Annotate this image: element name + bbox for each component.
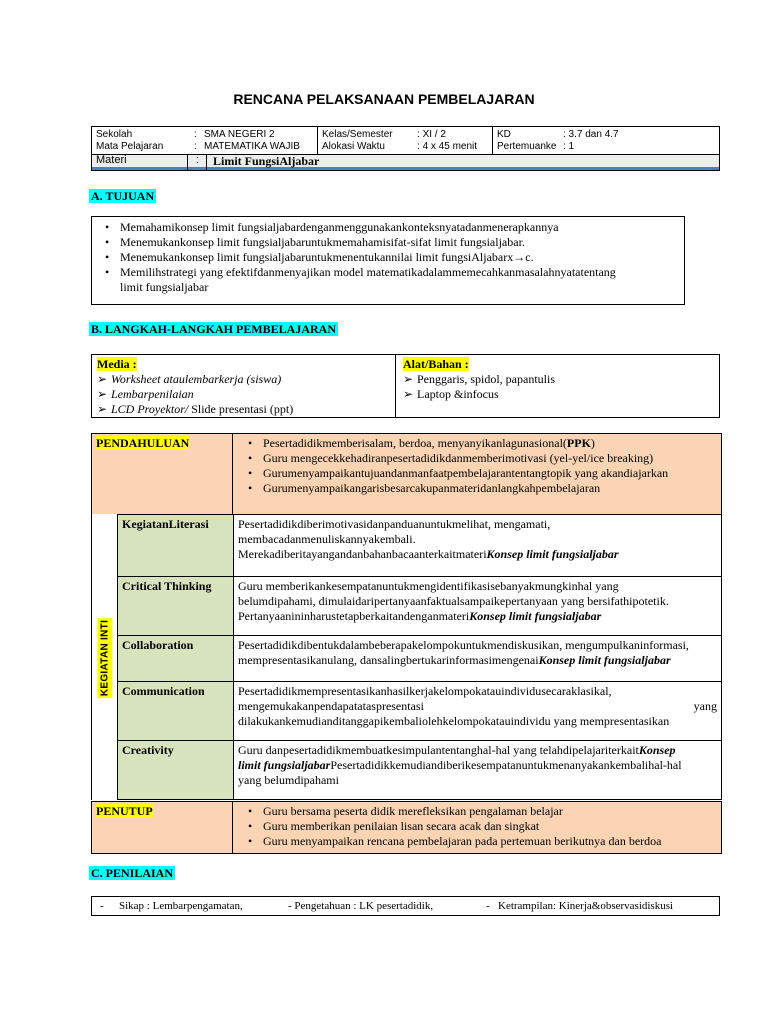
dash: - <box>100 900 104 912</box>
kelas-value: XI / 2 <box>422 129 446 140</box>
list-item: • Gurumenyampaikantujuandanmanfaatpembelajarantentangtopik yang akandiajarkan <box>248 466 669 480</box>
materi-colon: : <box>196 154 200 166</box>
list-item: ➢ Laptop &infocus <box>403 387 499 401</box>
inti-row-label: Critical Thinking <box>118 577 234 636</box>
list-item: • Menemukankonsep limit fungsialjabaruntukmenentukannilai limit fungsiAljabarx→c. <box>105 250 534 264</box>
list-item: • Pesertadidikmemberisalam, berdoa, menyanyikanlagunasional(PPK) <box>248 436 595 450</box>
alat-cell <box>397 355 719 417</box>
list-item: ➢ Worksheet ataulembarkerja (siswa) <box>97 372 282 386</box>
penutup-label-cell <box>92 802 233 854</box>
kelas-label: Kelas/Semester <box>322 129 393 140</box>
dash: - <box>486 900 490 912</box>
list-item: • Guru menyampaikan rencana pembelajaran pada pertemuan berikutnya dan berdoa <box>248 834 662 848</box>
tujuan-list <box>92 220 684 295</box>
alokasi-value: 4 x 45 menit <box>422 141 478 152</box>
sekolah-value: SMA NEGERI 2 <box>204 129 275 140</box>
document-title: RENCANA PELAKSANAAN PEMBELAJARAN <box>233 91 535 107</box>
pendahuluan-label-cell <box>92 434 233 515</box>
kegiatan-inti-table <box>91 514 722 800</box>
media-cell <box>92 355 396 417</box>
inti-row-content: Guru danpesertadidikmembuatkesimpulantentanghal-hal yang telahdipelajariterkaitKonsep limit fungsialjabarPesertadidikkemudiandiberikesempatanuntukmenanyakankembalihal-hal yang belumdipahami <box>234 741 722 800</box>
kd-label-column <box>493 127 563 155</box>
kelas-label-column <box>318 127 418 155</box>
tujuan-box <box>91 216 685 305</box>
penilaian-pengetahuan: - Pengetahuan : LK pesertadidik, <box>288 900 434 912</box>
list-item: • Memilihstrategi yang efektifdanmenyajikan model matematikadalammemecahkanmasalahnyatatentang limit fungsialjabar <box>105 265 616 294</box>
penilaian-sikap: Sikap : Lembarpengamatan, <box>119 900 243 912</box>
header-info-box <box>91 126 720 171</box>
langkah-heading: B. LANGKAH-LANGKAH PEMBELAJARAN <box>91 322 337 336</box>
inti-row-label: KegiatanLiterasi <box>118 515 234 577</box>
list-item: • Guru bersama peserta didik merefleksikan pengalaman belajar <box>248 804 563 818</box>
inti-row-content: Pesertadidikdiberimotivasidanpanduanuntukmelihat, mengamati, membacadanmenuliskannyakembali. MerekadiberitayangandanbahanbacaanterkaitmateriKonsep limit fungsialjabar <box>234 515 722 577</box>
colon: : <box>194 129 197 140</box>
pendahuluan-label: PENDAHULUAN <box>96 436 190 450</box>
penutup-table <box>91 801 722 854</box>
list-item: ➢ LCD Proyektor/ Slide presentasi (ppt) <box>97 402 294 416</box>
mapel-value: MATEMATIKA WAJIB <box>204 141 300 152</box>
kegiatan-inti-vertical-label: KEGIATAN INTI <box>92 514 117 801</box>
kelas-value-column <box>413 127 493 155</box>
list-item: • Gurumenyampaikangarisbesarcakupanmateridanlangkahpembelajaran <box>248 481 601 495</box>
pertemuan-value: : 1 <box>563 141 575 152</box>
penutup-label: PENUTUP <box>96 804 153 818</box>
pendahuluan-content-cell <box>233 434 722 515</box>
mapel-label: Mata Pelajaran <box>96 141 164 152</box>
inti-row-content: Pesertadidikdibentukdalambeberapakelompokuntukmendiskusikan, mengumpulkaninformasi, mempresentasikanulang, dansalingbertukarinformasimengenaiKonsep limit fungsialjabar <box>234 636 722 682</box>
list-item: • Guru mengecekkehadiranpesertadidikdanmemberimotivasi (yel-yel/ice breaking) <box>248 451 654 465</box>
alat-label: Alat/Bahan : <box>403 357 469 371</box>
list-item: • Guru memberikan penilaian lisan secara acak dan singkat <box>248 819 540 833</box>
inti-row-label: Collaboration <box>118 636 234 682</box>
sekolah-label: Sekolah <box>96 129 133 140</box>
colon: : <box>194 141 197 152</box>
penutup-content-cell <box>233 802 722 854</box>
inti-row-label: Communication <box>118 682 234 741</box>
alat-list <box>403 372 713 402</box>
pendahuluan-table <box>91 433 722 515</box>
pertemuan-label: Pertemuanke <box>497 141 557 152</box>
inti-row-content: Guru memberikankesempatanuntukmengidentifikasisebanyakmungkinhal yang belumdipahami, dimulaidaripertanyaanfaktualsampaikepertanyaan yang bersifathipotetik. PertanyaanininharustetapberkaitandenganmateriKonsep limit fungsialjabar <box>234 577 722 636</box>
label-column <box>92 127 188 155</box>
colon: : <box>417 141 420 152</box>
penilaian-ketrampilan: Ketrampilan: Kinerja&observasidiskusi <box>498 900 674 912</box>
kd-label: KD <box>497 129 511 140</box>
media-label: Media : <box>97 357 137 371</box>
list-item: • Menemukankonsep limit fungsialjabaruntukmemahamisifat-sifat limit fungsialjabar. <box>105 235 525 249</box>
media-list <box>97 372 390 417</box>
materi-label: Materi <box>96 154 127 166</box>
penutup-list <box>235 804 719 849</box>
materi-value: Limit FungsiAljabar <box>213 154 320 168</box>
inti-row-content: Pesertadidikmempresentasikanhasilkerjakelompokatauindividusecaraklasikal, mengemukakanpendapatataspresentasi yang dilakukankemudianditanggapikembaliolehkelompokatauindividu yang mempresentasikan <box>234 682 722 741</box>
list-item: ➢ Lembarpenilaian <box>97 387 194 401</box>
kd-value: : 3.7 dan 4.7 <box>563 129 619 140</box>
penilaian-box <box>91 896 720 916</box>
inti-row-label: Creativity <box>118 741 234 800</box>
value-column <box>200 127 320 155</box>
kd-value-column <box>559 127 679 155</box>
list-item: ➢ Penggaris, spidol, papantulis <box>403 372 555 386</box>
alokasi-label: Alokasi Waktu <box>322 141 385 152</box>
colon: : <box>417 129 420 140</box>
media-box <box>91 354 720 418</box>
tujuan-heading: A. TUJUAN <box>91 189 155 203</box>
materi-row <box>92 155 719 170</box>
list-item: • Memahamikonsep limit fungsialjabardenganmenggunakankonteksnyatadanmenerapkannya <box>105 220 559 234</box>
pendahuluan-list <box>235 436 719 496</box>
penilaian-heading: C. PENILAIAN <box>91 866 174 880</box>
